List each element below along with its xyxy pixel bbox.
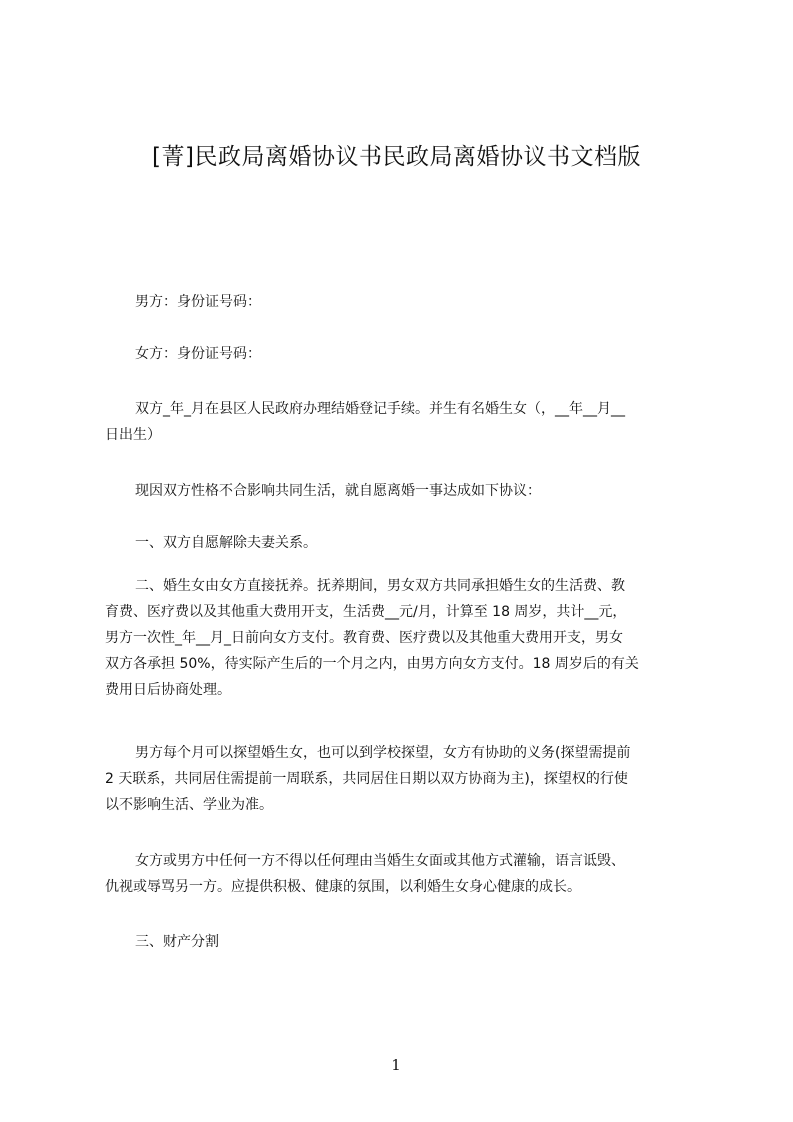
paragraph-line: 女方或男方中任何一方不得以任何理由当婚生女面或其他方式灌输，语言诋毁、 [135,853,625,869]
paragraph-line: 仇视或辱骂另一方。应提供积极、健康的氛围，以利婚生女身心健康的成长。 [105,879,581,895]
paragraph-line: 2 天联系，共同居住需提前一周联系，共同居住日期以双方协商为主)，探望权的行使 [105,771,628,787]
paragraph-line: 男方一次性_年__月_日前向女方支付。教育费、医疗费以及其他重大费用开支，男女 [105,630,623,646]
paragraph-line: 费用日后协商处理。 [105,682,231,698]
document-title: [菁]民政局离婚协议书民政局离婚协议书文档版 [152,144,641,170]
paragraph-line: 现因双方性格不合影响共同生活，就自愿离婚一事达成如下协议： [135,483,541,499]
paragraph-line: 日出生） [105,427,161,443]
paragraph-line: 双方各承担 50%，待实际产生后的一个月之内，由男方向女方支付。18 周岁后的有关 [105,656,639,672]
section-two-custody [105,573,705,703]
page-number: 1 [391,1056,401,1074]
paragraph-conduct [105,848,705,900]
paragraph-agreement-intro [105,478,705,504]
paragraph-line: 男方：身份证号码： [135,294,261,310]
section-three-property [105,929,705,955]
section-one [105,530,705,556]
paragraph-line: 一、双方自愿解除夫妻关系。 [135,535,317,551]
paragraph-female-id [105,341,705,367]
paragraph-line: 二、婚生女由女方直接抚养。抚养期间，男女双方共同承担婚生女的生活费、教 [135,578,625,594]
paragraph-line: 双方_年_月在县区人民政府办理结婚登记手续。并生有名婚生女（，__年__月__ [135,401,625,417]
paragraph-line: 女方：身份证号码： [135,346,261,362]
paragraph-line: 育费、医疗费以及其他重大费用开支，生活费__元/月，计算至 18 周岁，共计__元， [105,604,627,620]
paragraph-line: 三、财产分割 [135,934,219,950]
paragraph-line: 男方每个月可以探望婚生女，也可以到学校探望，女方有协助的义务(探望需提前 [135,745,631,761]
paragraph-visitation [105,740,705,818]
paragraph-male-id [105,289,705,315]
paragraph-line: 以不影响生活、学业为准。 [105,797,273,813]
paragraph-marriage-registration [105,396,705,448]
